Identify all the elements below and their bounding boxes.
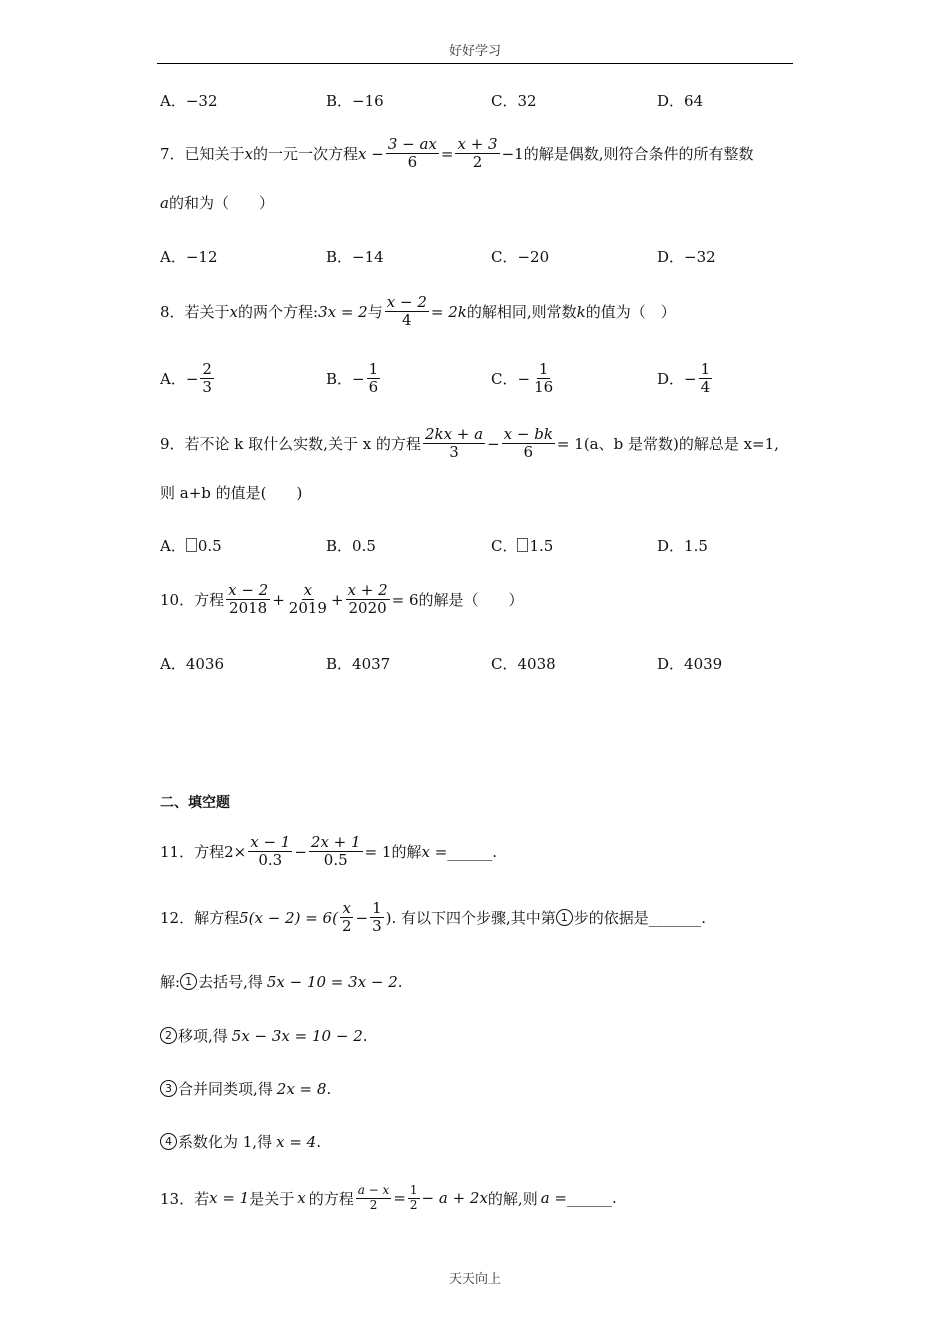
step1-text: 去括号,得 [198,973,263,991]
q10-option-c: C．4038 [491,655,556,673]
q7-line2-var: a [160,194,169,212]
page-footer: 天天向上 [448,1272,501,1287]
q8-f-den: 4 [402,311,412,330]
q8-f-num: x − 2 [386,293,427,311]
question-12 [160,900,706,936]
q8-c-num: 1 [538,360,549,378]
q8-option-d [657,361,714,397]
q6-option-b: B．−16 [326,92,384,110]
q9-fraction-2 [502,426,555,462]
q9-c-label: C． [491,537,518,555]
question-9 [160,426,779,462]
q7-tail: −1 [501,144,524,163]
step2-dot: . [362,1026,368,1045]
q7-line2-text: 的和为（ ） [168,194,274,212]
q9-fraction-1 [423,426,485,462]
q12-f1-den: 2 [341,917,352,936]
q12-close: ) [385,908,392,927]
q9-c-value: 1.5 [529,537,554,555]
q13-eq1: x = 1 [209,1189,250,1208]
q8-suffix2: 的值为（ ） [585,303,676,322]
q10-prefix: 10．方程 [160,591,225,610]
q7-f2-num: x + 3 [457,135,498,153]
step3-dot: . [326,1079,332,1098]
q8-a-minus: − [185,369,199,388]
q9-f2-num: x − bk [503,425,553,443]
q11-answer-blank: ______. [447,842,498,861]
q7-eq-x: x − [358,144,384,163]
question-7 [160,136,753,172]
q10-fraction-3 [346,582,390,618]
q10-option-b: B．4037 [326,655,391,673]
q9-prefix: 9．若不论 k 取什么实数,关于 x 的方程 [160,435,421,454]
q8-suffix1: 的解相同,则常数 [466,303,577,322]
q7-eq: = [440,144,454,163]
q7-var-x: x [244,144,254,163]
q10-f1-num: x − 2 [228,581,269,599]
q13-f2-num: 1 [409,1183,418,1197]
q13-f2-den: 2 [409,1197,418,1212]
q11-fraction-1 [248,834,292,870]
q9-minus: − [487,434,500,453]
step4-text: 系数化为 1,得 [178,1133,273,1151]
q13-fraction-1 [356,1184,392,1213]
q7-prefix: 7．已知关于 [160,145,245,164]
step1-prefix: 解: [160,973,181,991]
q8-var-k: k [576,302,586,321]
step-2 [160,1025,368,1046]
step3-equation: 2x = 8 [276,1079,327,1098]
q11-minus: − [294,842,307,861]
q10-f3-num: x + 2 [347,581,388,599]
q13-eq: = [393,1189,406,1208]
q8-option-c [491,361,557,397]
q7-mid: 的一元一次方程 [253,145,359,164]
q10-fraction-2 [287,582,329,618]
q12-suffix: . 有以下四个步骤,其中第 [391,909,556,928]
question-13 [160,1184,617,1213]
q10-f2-den: 2019 [288,599,327,618]
q10-plus-1: + [272,590,285,609]
q10-option-a: A．4036 [160,655,225,673]
q10-f1-den: 2018 [229,599,268,618]
step4-equation: x = 4 [276,1132,317,1151]
q13-var-x: x [297,1189,306,1208]
q10-eq: = 6 [391,590,419,609]
q8-var-x: x [229,302,239,321]
q12-f2-den: 3 [372,917,382,936]
q10-option-d: D．4039 [657,655,723,673]
q7-f2-den: 2 [472,153,483,172]
q12-f2-num: 1 [372,899,382,917]
q12-fraction-2 [370,900,384,936]
q9-f1-num: 2kx + a [424,425,484,443]
q11-prefix: 11．方程 [160,843,225,862]
q11-f1-num: x − 1 [250,833,291,851]
q11-two: 2× [224,842,247,861]
q10-plus-2: + [330,590,344,609]
q11-f2-den: 0.5 [323,851,348,870]
page-header: 好好学习 [448,44,501,59]
q8-b-num: 1 [368,360,379,378]
step-4 [160,1131,321,1152]
step1-equation: 5x − 10 = 3x − 2 [266,972,398,991]
question-11 [160,834,497,870]
q8-c-minus: − [517,369,531,388]
step3-text: 合并同类项,得 [178,1080,273,1098]
q8-d-fraction [699,361,713,397]
q9-f1-den: 3 [449,443,459,462]
q8-a-den: 3 [202,378,212,397]
q11-f1-den: 0.3 [258,851,283,870]
q8-a-fraction [200,361,214,397]
step1-dot: . [397,972,403,991]
q8-b-label: B． [326,370,353,389]
q8-prefix: 8．若关于 [160,303,230,322]
q10-fraction-1 [226,582,270,618]
q7-f1-num: 3 − ax [387,135,437,153]
q11-eq: = 1 [364,842,392,861]
q13-mid: 是关于 [249,1189,295,1208]
q7-fraction-2 [455,136,499,172]
q9-eq: = 1 [556,434,584,453]
q13-prefix: 13．若 [160,1189,210,1208]
missing-glyph-icon [517,538,528,552]
q8-d-den: 4 [700,378,711,397]
question-8 [160,294,676,330]
step-3 [160,1078,331,1099]
q8-option-a [160,361,216,397]
q9-line-2: 则 a+b 的值是( ) [160,484,303,502]
q8-eq2: = 2k [430,302,467,321]
question-10 [160,582,524,618]
q9-suffix: (a、b 是常数)的解总是 x=1, [583,435,779,454]
missing-glyph-icon [186,538,197,552]
q12-suffix2: 步的依据是_______. [573,909,707,928]
q10-f3-den: 2020 [348,599,387,618]
q12-prefix: 12．解方程 [160,909,240,928]
q8-yu: 与 [367,303,383,322]
q6-option-a: A．−32 [160,92,218,110]
q10-suffix: 的解是（ ） [418,591,524,610]
q9-option-b: B．0.5 [326,537,376,555]
q8-c-fraction [532,361,555,397]
q6-option-c: C．32 [491,92,537,110]
q12-f1-num: x [342,899,351,917]
q8-fraction [385,294,429,330]
q13-answer-blank: ______. [566,1189,617,1208]
q9-option-d: D．1.5 [657,537,708,555]
q11-f2-num: 2x + 1 [310,833,361,851]
q8-a-label: A． [160,370,186,389]
q7-f1-den: 6 [407,153,418,172]
section-title-fill-in: 二、填空题 [160,795,230,811]
circled-four-icon: 4 [160,1133,177,1150]
q7-line-2 [160,192,274,213]
q8-option-b [326,361,382,397]
q8-d-minus: − [684,369,697,388]
q11-var-x: x = [421,842,448,861]
q11-mid: 的解 [391,843,422,862]
q7-fraction-1 [386,136,439,172]
q8-d-num: 1 [700,360,711,378]
q8-mid: 的两个方程: [238,303,319,322]
q13-mid2: 的方程 [308,1189,354,1208]
q7-option-d: D．−32 [657,248,716,266]
q9-option-a [160,535,222,556]
step-1 [160,971,403,992]
q9-a-label: A． [160,537,186,555]
q7-option-c: C．−20 [491,248,550,266]
q7-option-a: A．−12 [160,248,218,266]
step4-dot: . [316,1132,321,1151]
q8-d-label: D． [657,370,685,389]
q13-fraction-2 [408,1184,420,1213]
circled-three-icon: 3 [160,1080,177,1097]
header-rule [157,63,793,64]
q12-minus: − [355,908,369,927]
circled-one-icon: 1 [180,973,197,990]
q6-option-d: D．64 [657,92,704,110]
q7-suffix: 的解是偶数,则符合条件的所有整数 [523,145,754,164]
q11-fraction-2 [309,834,363,870]
q7-option-b: B．−14 [326,248,384,266]
q8-eq1: 3x = 2 [318,302,368,321]
q13-f1-den: 2 [369,1197,378,1212]
q8-b-den: 6 [368,378,379,397]
q8-c-den: 16 [534,378,554,397]
q8-b-fraction [367,361,381,397]
q8-b-minus: − [352,369,365,388]
q12-eq-left: 5(x − 2) = 6( [239,908,338,927]
q8-a-num: 2 [202,360,212,378]
q13-suffix: 的解,则 [487,1189,538,1208]
q9-a-value: 0.5 [197,537,222,555]
q10-f2-num: x [303,581,313,599]
circled-one-icon: 1 [556,909,573,926]
q13-tail: − a + 2x [421,1189,488,1208]
circled-two-icon: 2 [160,1027,177,1044]
q8-c-label: C． [491,370,518,389]
q9-f2-den: 6 [523,443,534,462]
q13-f1-num: a − x [357,1183,390,1197]
q13-var-a: a = [540,1189,567,1208]
q12-fraction-1 [340,900,354,936]
step2-equation: 5x − 3x = 10 − 2 [231,1026,363,1045]
step2-text: 移项,得 [178,1027,228,1045]
q9-option-c [491,535,553,556]
